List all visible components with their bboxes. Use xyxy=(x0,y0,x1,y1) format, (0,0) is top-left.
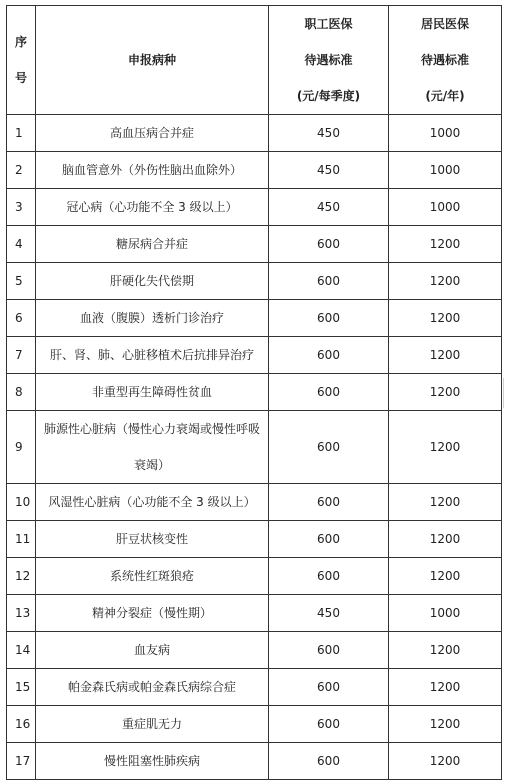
row-number: 8 xyxy=(7,374,36,411)
disease-name xyxy=(36,632,269,669)
resident-standard-value: 1200 xyxy=(389,226,502,263)
disease-name-line: 肝硬化失代偿期 xyxy=(109,273,194,288)
disease-standards-table-container xyxy=(6,5,501,780)
header-employee-standard xyxy=(269,6,389,115)
row-number: 6 xyxy=(7,300,36,337)
disease-name xyxy=(36,743,269,780)
row-number: 5 xyxy=(7,263,36,300)
disease-name xyxy=(36,189,269,226)
disease-name xyxy=(36,706,269,743)
resident-standard-value: 1200 xyxy=(389,374,502,411)
disease-name-line: 血液（腹膜）透析门诊治疗 xyxy=(79,310,224,325)
disease-name xyxy=(36,558,269,595)
employee-standard-value: 600 xyxy=(269,706,389,743)
employee-standard-value: 600 xyxy=(269,263,389,300)
disease-name xyxy=(36,595,269,632)
resident-standard-value: 1200 xyxy=(389,743,502,780)
disease-standards-table xyxy=(6,5,502,780)
table-row xyxy=(7,743,502,780)
disease-name xyxy=(36,669,269,706)
employee-standard-value: 600 xyxy=(269,743,389,780)
employee-standard-value: 450 xyxy=(269,595,389,632)
disease-name-line: 风湿性心脏病（心功能不全 3 级以上） xyxy=(48,494,256,509)
disease-name xyxy=(36,300,269,337)
row-number: 4 xyxy=(7,226,36,263)
employee-standard-value: 450 xyxy=(269,189,389,226)
row-number: 7 xyxy=(7,337,36,374)
disease-name-line: 肝豆状核变性 xyxy=(115,531,188,546)
disease-name-line: 高血压病合并症 xyxy=(109,125,194,140)
header-resident-standard xyxy=(389,6,502,115)
table-row xyxy=(7,374,502,411)
resident-standard-value: 1200 xyxy=(389,263,502,300)
header-index xyxy=(7,6,36,115)
disease-name xyxy=(36,411,269,484)
disease-name-line: 脑血管意外（外伤性脑出血除外） xyxy=(61,162,242,177)
row-number: 10 xyxy=(7,484,36,521)
disease-name-line: 非重型再生障碍性贫血 xyxy=(91,384,212,399)
resident-standard-value: 1200 xyxy=(389,411,502,484)
header-employee-line-1: 职工医保 xyxy=(304,17,353,31)
disease-name xyxy=(36,374,269,411)
employee-standard-value: 600 xyxy=(269,521,389,558)
row-number: 12 xyxy=(7,558,36,595)
row-number: 14 xyxy=(7,632,36,669)
row-number: 3 xyxy=(7,189,36,226)
resident-standard-value: 1000 xyxy=(389,115,502,152)
employee-standard-value: 600 xyxy=(269,411,389,484)
resident-standard-value: 1000 xyxy=(389,595,502,632)
table-row xyxy=(7,521,502,558)
table-row xyxy=(7,263,502,300)
resident-standard-value: 1200 xyxy=(389,300,502,337)
disease-name-line: 精神分裂症（慢性期） xyxy=(91,605,212,620)
header-employee-line-3: (元/每季度) xyxy=(296,89,361,103)
row-number: 1 xyxy=(7,115,36,152)
employee-standard-value: 450 xyxy=(269,152,389,189)
resident-standard-value: 1200 xyxy=(389,484,502,521)
disease-name xyxy=(36,263,269,300)
resident-standard-value: 1200 xyxy=(389,558,502,595)
employee-standard-value: 600 xyxy=(269,669,389,706)
employee-standard-value: 600 xyxy=(269,374,389,411)
disease-name xyxy=(36,337,269,374)
header-employee-line-2: 待遇标准 xyxy=(304,53,353,67)
table-row xyxy=(7,558,502,595)
row-number: 2 xyxy=(7,152,36,189)
resident-standard-value: 1000 xyxy=(389,189,502,226)
employee-standard-value: 600 xyxy=(269,632,389,669)
disease-name xyxy=(36,115,269,152)
header-resident-line-2: 待遇标准 xyxy=(420,53,469,67)
table-row xyxy=(7,669,502,706)
header-disease: 申报病种 xyxy=(36,6,269,115)
table-row xyxy=(7,189,502,226)
disease-name-line: 帕金森氏病或帕金森氏病综合症 xyxy=(67,679,236,694)
table-row xyxy=(7,300,502,337)
header-row xyxy=(7,6,502,115)
row-number: 17 xyxy=(7,743,36,780)
disease-name xyxy=(36,521,269,558)
table-row xyxy=(7,484,502,521)
employee-standard-value: 600 xyxy=(269,484,389,521)
employee-standard-value: 600 xyxy=(269,300,389,337)
table-body xyxy=(7,115,502,780)
disease-name-line: 重症肌无力 xyxy=(121,716,182,731)
header-resident-line-1: 居民医保 xyxy=(420,17,469,31)
resident-standard-value: 1000 xyxy=(389,152,502,189)
disease-name-line: 糖尿病合并症 xyxy=(115,236,188,251)
row-number: 15 xyxy=(7,669,36,706)
resident-standard-value: 1200 xyxy=(389,706,502,743)
disease-name-line: 慢性阻塞性肺疾病 xyxy=(103,753,200,768)
row-number: 13 xyxy=(7,595,36,632)
disease-name xyxy=(36,152,269,189)
table-row xyxy=(7,632,502,669)
row-number: 11 xyxy=(7,521,36,558)
table-row xyxy=(7,115,502,152)
header-index-line-1: 序 xyxy=(14,35,27,49)
disease-name xyxy=(36,226,269,263)
disease-name-line: 肺源性心脏病（慢性心力衰竭或慢性呼吸 xyxy=(43,422,260,436)
disease-name-line: 系统性红斑狼疮 xyxy=(109,568,194,583)
employee-standard-value: 600 xyxy=(269,558,389,595)
disease-name-line: 血友病 xyxy=(133,642,170,657)
header-resident-line-3: (元/年) xyxy=(425,89,465,103)
resident-standard-value: 1200 xyxy=(389,632,502,669)
table-row xyxy=(7,411,502,484)
disease-name-line: 冠心病（心功能不全 3 级以上） xyxy=(66,199,238,214)
employee-standard-value: 600 xyxy=(269,337,389,374)
resident-standard-value: 1200 xyxy=(389,521,502,558)
disease-name-line: 肝、肾、肺、心脏移植术后抗排异治疗 xyxy=(49,347,254,362)
table-row xyxy=(7,226,502,263)
disease-name xyxy=(36,484,269,521)
header-index-line-2: 号 xyxy=(14,71,27,85)
table-row xyxy=(7,337,502,374)
row-number: 16 xyxy=(7,706,36,743)
resident-standard-value: 1200 xyxy=(389,669,502,706)
table-row xyxy=(7,706,502,743)
edge-mark xyxy=(503,378,507,408)
employee-standard-value: 450 xyxy=(269,115,389,152)
table-row xyxy=(7,595,502,632)
table-row xyxy=(7,152,502,189)
employee-standard-value: 600 xyxy=(269,226,389,263)
row-number: 9 xyxy=(7,411,36,484)
disease-name-line: 衰竭） xyxy=(133,458,170,472)
resident-standard-value: 1200 xyxy=(389,337,502,374)
